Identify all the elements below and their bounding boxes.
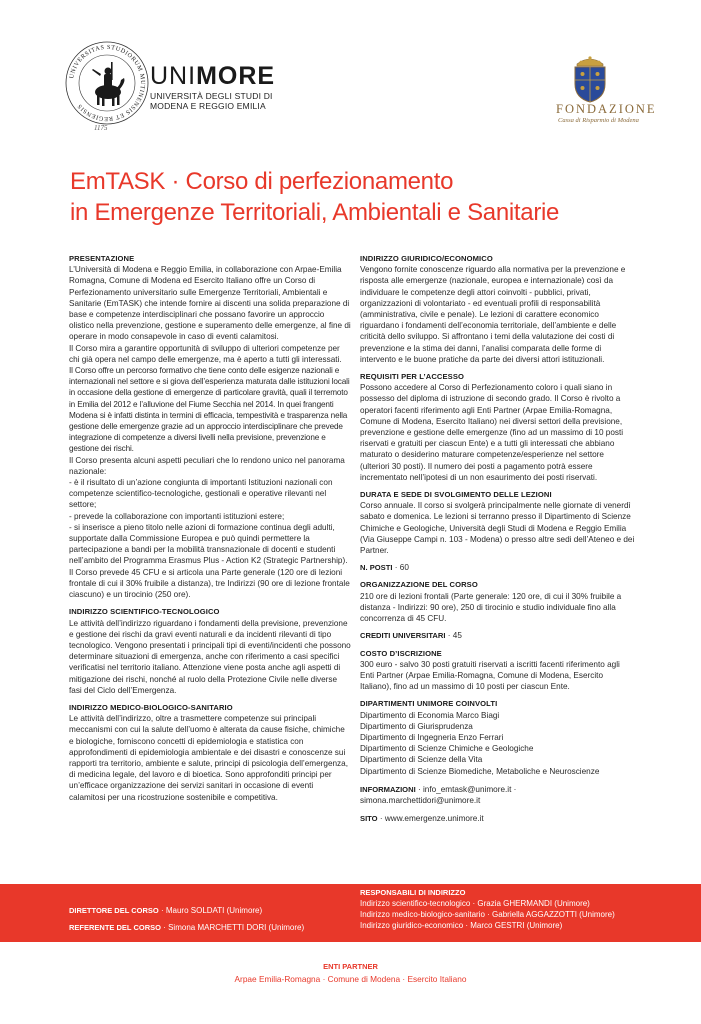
fondazione-name: FONDAZIONE: [556, 102, 657, 116]
direttore-value: · Mauro SOLDATI (Unimore): [160, 906, 263, 915]
dipartimenti-heading: DIPARTIMENTI UNIMORE COINVOLTI: [360, 699, 498, 709]
giuridico-heading: INDIRIZZO GIURIDICO/ECONOMICO: [360, 254, 493, 263]
crediti-line: [360, 630, 635, 641]
presentazione-heading: PRESENTAZIONE: [69, 254, 135, 263]
seal-ring-text: UNIVERSITAS STUDIORUM MUTINENSIS ET REGIENSIS: [68, 43, 147, 123]
dipartimenti-list: [360, 710, 635, 777]
fondazione-subtitle: Cassa di Risparmio di Modena: [558, 117, 639, 124]
presentazione-paragraph-4: Il Corso presenta alcuni aspetti peculiari che lo rendono unico nel panorama nazionale:: [69, 455, 345, 476]
posti-heading: N. POSTI: [360, 563, 393, 573]
presentazione-paragraph-3: Il Corso offre un percorso formativo che tiene conto delle esigenze nazionali e internazionali nel settore e si giova dell’esperienza maturata dalle istituzioni locali in occasione della gestione di emergenze di particolare gravità, quali il terremoto in Emilia del 2012 e l’alluvione del Fiume Secchia nel 2014. In quei frangenti Modena si è infatti distinta in termini di efficacia, tempestività e trasparenza nella gestione delle emergenze grazie ad un approccio interdisciplinare che prevede integrazione di competenze a diversi livelli nella previsione, prevenzione e gestione dei rischi.: [69, 366, 350, 454]
sito-line: [360, 813, 635, 824]
university-line-2: MODENA E REGGIO EMILIA: [150, 101, 266, 111]
durata-paragraph: Corso annuale. Il corso si svolgerà principalmente nelle giornate di venerdì sabato e domenica. Le lezioni si terranno presso il Dipartimento di Scienze Chimiche e Geologiche, Università degli Studi di Modena e Reggio Emilia (Via Giuseppe Campi n. 103 - Modena) o presso altre sedi dell’Ateneo e dei Partner.: [360, 501, 635, 556]
direttore-line: [69, 902, 304, 919]
requisiti-paragraph: Possono accedere al Corso di Perfezionamento coloro i quali siano in possesso del diploma di istruzione di secondo grado. Il Corso è rivolto a operatori facenti riferimento agli Enti Partner (Arpae Emilia-Romagna, Comune di Modena, Esercito Italiano) nei diversi settori della previsione, prevenzione e gestione delle emergenze (fino ad un massimo di 10 posti riservati e gratuiti per ciascun Ente) e a tutti gli interessati che abbiano maturato o desiderino maturare competenze/esperienze nel settore (ulteriori 30 posti). Il numero dei posti a pagamento potrà essere incrementato nell’ipotesi di un non esaurimento dei posti riservati.: [360, 383, 624, 482]
medico-heading: INDIRIZZO MEDICO-BIOLOGICO-SANITARIO: [69, 702, 233, 712]
presentazione-bullet-2: - prevede la collaborazione con importanti istituzioni estere;: [69, 511, 285, 521]
dipartimento-item: Dipartimento di Giurisprudenza: [360, 721, 473, 731]
informazioni-emails[interactable]: · info_emtask@unimore.it · simona.marchettidori@unimore.it: [360, 784, 517, 805]
dipartimento-item: Dipartimento di Scienze Chimiche e Geologiche: [360, 744, 534, 754]
costo-paragraph: 300 euro - salvo 30 posti gratuiti riservati a iscritti facenti riferimento agli Enti Partner (Arpae Emilia-Romagna, Comune di Modena, Esercito Italiano), fino ad un massimo di 10 posti per ciascun Ente.: [360, 659, 620, 692]
sito-link[interactable]: · www.emergenze.unimore.it: [379, 814, 484, 824]
partner-list: Arpae Emilia-Romagna · Comune di Modena · Esercito Italiano: [234, 974, 467, 984]
informazioni-heading: INFORMAZIONI: [360, 784, 416, 794]
page-title: [70, 166, 650, 228]
left-column: [69, 253, 351, 803]
requisiti-heading: REQUISITI PER L’ACCESSO: [360, 372, 464, 382]
posti-line: [360, 562, 635, 573]
sito-heading: SITO: [360, 814, 378, 824]
unimore-suffix: MORE: [196, 62, 276, 90]
unimore-seal-logo: [64, 40, 150, 126]
presentazione-bullet-1: - è il risultato di un’azione congiunta di importanti Istituzioni nazionali con competenze scientifico-tecnologiche, gestionali e operative rilevanti nel settore;: [69, 478, 333, 510]
direttore-heading: DIRETTORE DEL CORSO: [69, 906, 159, 915]
scientifico-paragraph: Le attività dell’indirizzo riguardano i fondamenti della previsione, prevenzione e gestione dei rischi da gravi eventi naturali e da incidenti rilevanti di tipo tecnologico. Vengono presentati i principali tipi di eventi/incidenti che possono determinare situazioni di emergenza, anche con riferimento a casi specifici verificatisi nel territorio italiano. Attenzione viene posta anche agli aspetti di mitigazione dei rischi, nonché al ruolo della Protezione Civile nelle diverse fasi del Ciclo dell’Emergenza.: [69, 618, 351, 695]
partner-heading: ENTI PARTNER: [323, 962, 378, 971]
dipartimento-item: Dipartimento di Scienze Biomediche, Metaboliche e Neuroscienze: [360, 766, 600, 776]
posti-value: · 60: [394, 563, 409, 573]
university-name: [150, 91, 273, 111]
presentazione-paragraph-1: L’Università di Modena e Reggio Emilia, in collaborazione con Arpae-Emilia Romagna, Comune di Modena ed Esercito Italiano offre un Corso di Perfezionamento universitario sulle Emergenze Territoriali, Ambientali e Sanitarie (EmTASK) che intende fornire ai discenti una solida preparazione di base e competenze interdisciplinari che possano favorire un approccio olistico nella prevenzione, gestione e superamento delle emergenze, al fine di operare in modo consapevole in caso di eventi calamitosi.: [69, 265, 351, 342]
dipartimento-item: Dipartimento di Ingegneria Enzo Ferrari: [360, 732, 504, 742]
university-line-1: UNIVERSITÀ DEGLI STUDI DI: [150, 91, 273, 101]
responsabile-item: Indirizzo medico-biologico-sanitario · Gabriella AGGAZZOTTI (Unimore): [360, 910, 615, 919]
course-directors: [69, 902, 304, 936]
title-line-1: EmTASK · Corso di perfezionamento: [70, 168, 454, 195]
referente-value: · Simona MARCHETTI DORI (Unimore): [163, 923, 305, 932]
giuridico-paragraph: Vengono fornite conoscenze riguardo alla normativa per la prevenzione e risposta alle emergenze (nazionale, europea e internazionale) così da individuare le competenze degli attori coinvolti - pubblici, privati, organizzazioni di volontariato - ed eventuali profili di responsabilità (amministrativa, civile e penale). Le lezioni di carattere economico riguardano i fondamenti dell’economia territoriale, dell’ambiente e delle criticità dello sviluppo. Si affrontano i temi della valutazione dei costi di prevenzione e la stima dei danni, l’analisi comparata delle forme di intervento e le buone pratiche da parte dei diversi attori istituzionali.: [360, 265, 626, 364]
seal-year: 1175: [94, 124, 108, 132]
informazioni-line: [360, 784, 635, 806]
responsabile-item: Indirizzo scientifico-tecnologico · Grazia GHERMANDI (Unimore): [360, 899, 590, 908]
title-line-2: in Emergenze Territoriali, Ambientali e Sanitarie: [70, 199, 560, 226]
responsabile-item: Indirizzo giuridico-economico · Marco GESTRI (Unimore): [360, 921, 563, 930]
presentazione-bullet-3: - si inserisce a pieno titolo nelle azioni di formazione continua degli adulti, supportate dalla Commissione Europea e può quindi permettere la partecipazione a bandi per la mobilità transnazionale di docenti e studenti nell’ambito del Programma Erasmus Plus - Action K2 (Strategic Partnership).: [69, 522, 348, 566]
crediti-heading: CREDITI UNIVERSITARI: [360, 631, 446, 641]
scientifico-heading: INDIRIZZO SCIENTIFICO-TECNOLOGICO: [69, 607, 220, 617]
responsabili-heading: RESPONSABILI DI INDIRIZZO: [360, 888, 466, 897]
fondazione-crest-logo: [569, 54, 611, 104]
dipartimento-item: Dipartimento di Economia Marco Biagi: [360, 710, 500, 720]
referente-line: [69, 919, 304, 936]
durata-heading: DURATA E SEDE DI SVOLGIMENTO DELLE LEZIONI: [360, 490, 552, 500]
presentazione-paragraph-5: Il Corso prevede 45 CFU e si articola una Parte generale (120 ore di lezioni frontale di cui il 30% fruibile a distanza), tre Indirizzi (90 ore di lezione frontale ciascuno) e un tirocinio (250 ore).: [69, 567, 350, 600]
referente-heading: REFERENTE DEL CORSO: [69, 923, 161, 932]
dipartimento-item: Dipartimento di Scienze della Vita: [360, 755, 483, 765]
costo-heading: COSTO D’ISCRIZIONE: [360, 648, 442, 658]
organizzazione-paragraph: 210 ore di lezioni frontali (Parte generale: 120 ore, di cui il 30% fruibile a distanza - Indirizzi: 90 ore), 250 di tirocinio e studio individuale fino alla concorrenza di 45 CFU.: [360, 591, 622, 624]
crediti-value: · 45: [447, 631, 462, 641]
unimore-prefix: UNI: [150, 62, 197, 90]
right-column: [360, 253, 635, 824]
organizzazione-heading: ORGANIZZAZIONE DEL CORSO: [360, 580, 478, 590]
presentazione-paragraph-2: Il Corso mira a garantire opportunità di sviluppo di ulteriori competenze per chi già opera nel campo delle emergenze, ma è aperto a tutti gli interessati.: [69, 343, 342, 364]
responsabili-block: [360, 887, 615, 931]
unimore-wordmark: [150, 62, 275, 91]
medico-paragraph: Le attività dell’indirizzo, oltre a trasmettere competenze sui principali meccanismi con cui la salute dell’uomo è alterata da cause fisiche, chimiche e biologiche, forniscono concetti di epidemiologia e statistica con approfondimenti di epidemiologia ambientale e dei disastri e conoscenze sui rapporti tra territorio, ambiente e salute, principi di psicologia dell’emergenza, di medicina legale, del lavoro e di bioetica. Sono approfonditi principi per un’efficace organizzazione dei servizi sanitari in occasione di eventi calamitosi per una ricostruzione sostenibile e competitiva.: [69, 714, 348, 802]
